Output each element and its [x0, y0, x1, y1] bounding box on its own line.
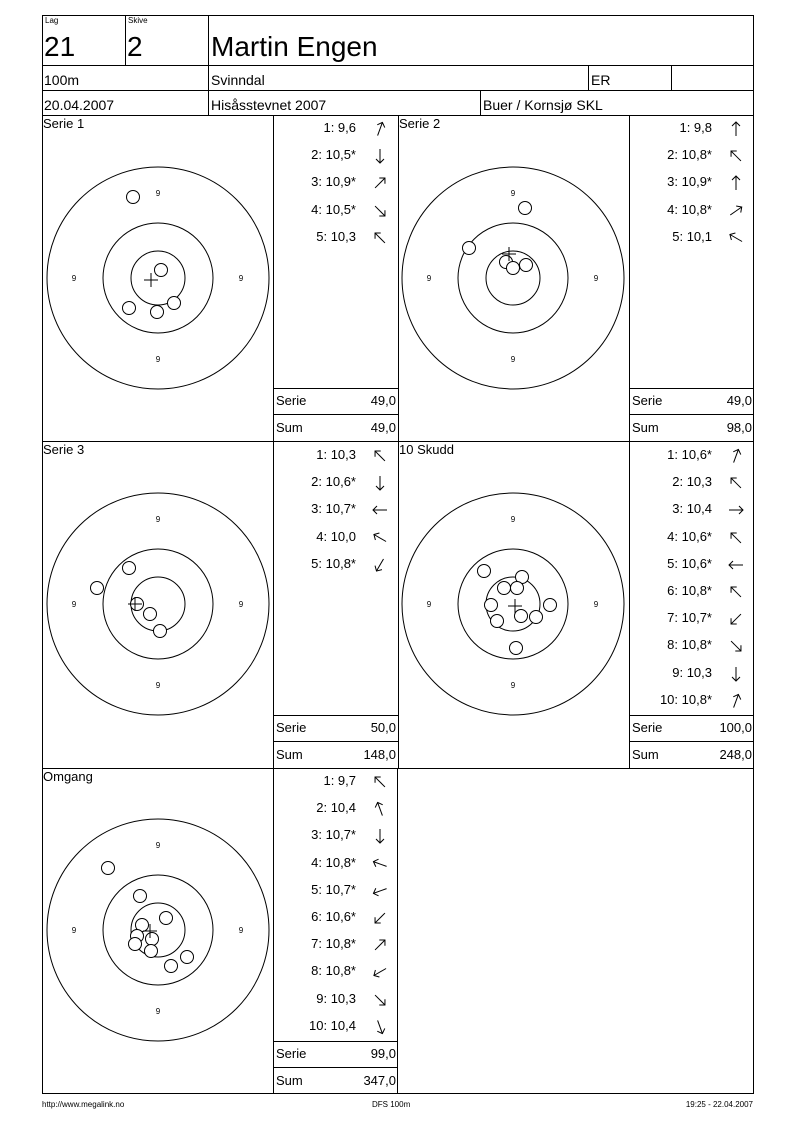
target-svg — [400, 491, 626, 717]
shot-value: 3: 10,9* — [311, 174, 356, 190]
direction-arrow-icon — [728, 502, 744, 518]
shot-hole — [515, 610, 528, 623]
shot-value: 2: 10,3 — [672, 474, 712, 490]
direction-arrow-icon — [372, 203, 388, 219]
shot-hole — [510, 642, 523, 655]
shot-row — [274, 963, 398, 979]
shot-row — [274, 447, 398, 463]
direction-arrow-icon — [372, 992, 388, 1008]
divider — [274, 1067, 398, 1068]
ring-label: 9 — [238, 926, 244, 935]
sum-value: 248,0 — [719, 747, 752, 762]
shot-hole — [519, 202, 532, 215]
shot-hole — [123, 562, 136, 575]
divider — [630, 715, 754, 716]
shot-value: 4: 10,8* — [667, 201, 712, 217]
ring-label: 9 — [155, 515, 161, 524]
ring-label: 9 — [510, 189, 516, 198]
direction-arrow-icon — [728, 584, 744, 600]
ring-label: 9 — [510, 681, 516, 690]
direction-arrow-icon — [372, 475, 388, 491]
sum-value: 98,0 — [726, 420, 752, 435]
shot-value: 7: 10,7* — [667, 610, 712, 626]
direction-arrow-icon — [372, 175, 388, 191]
shot-hole — [478, 565, 491, 578]
divider — [480, 90, 481, 115]
club: Svinndal — [211, 72, 265, 88]
direction-arrow-icon — [728, 175, 744, 191]
shot-row — [274, 474, 398, 490]
shot-row — [274, 202, 398, 218]
shot-value: 1: 10,3 — [316, 447, 356, 462]
shot-hole — [507, 262, 520, 275]
ring-label: 9 — [155, 841, 161, 850]
direction-arrow-icon — [728, 475, 744, 491]
panel-title: 10 Skudd — [399, 442, 454, 457]
shot-row — [630, 637, 754, 653]
sum-label: Sum — [276, 747, 303, 762]
shot-row — [274, 529, 398, 545]
direction-arrow-icon — [372, 801, 388, 817]
shot-value: 4: 10,8* — [311, 854, 356, 870]
direction-arrow-icon — [372, 856, 388, 872]
divider — [208, 15, 209, 115]
shot-row — [630, 174, 754, 190]
divider — [274, 388, 398, 389]
panel-title: Serie 1 — [43, 116, 85, 131]
shot-hole — [134, 890, 147, 903]
shot-value: 3: 10,7* — [311, 501, 356, 517]
direction-arrow-icon — [728, 148, 744, 164]
shot-row — [630, 474, 754, 490]
sum-row — [630, 746, 754, 764]
sum-row — [274, 1072, 398, 1090]
shot-value: 10: 10,4 — [309, 1017, 356, 1033]
shot-hole — [544, 599, 557, 612]
shot-value: 4: 10,6* — [667, 528, 712, 544]
shot-row — [274, 991, 398, 1007]
direction-arrow-icon — [372, 230, 388, 246]
shot-value: 5: 10,6* — [667, 555, 712, 571]
shot-row — [274, 147, 398, 163]
direction-arrow-icon — [728, 611, 744, 627]
ring-label: 9 — [238, 274, 244, 283]
serie-value: 99,0 — [370, 1046, 396, 1061]
direction-arrow-icon — [372, 937, 388, 953]
lag-value: 21 — [44, 31, 76, 62]
serie-row — [274, 1045, 398, 1063]
date: 20.04.2007 — [44, 97, 115, 113]
shot-row — [630, 147, 754, 163]
shot-hole — [491, 615, 504, 628]
lag-label: Lag — [45, 16, 59, 25]
border-top — [42, 15, 754, 16]
direction-arrow-icon — [372, 502, 388, 518]
skive-label: Skive — [128, 16, 148, 25]
shot-value: 2: 10,8* — [667, 147, 712, 163]
direction-arrow-icon — [728, 203, 744, 219]
shot-value: 8: 10,8* — [667, 637, 712, 653]
shot-row — [630, 610, 754, 626]
shot-value: 10: 10,8* — [659, 691, 712, 707]
direction-arrow-icon — [728, 638, 744, 654]
direction-arrow-icon — [728, 230, 744, 246]
shot-value: 4: 10,5* — [311, 201, 356, 217]
sum-label: Sum — [632, 747, 659, 762]
shot-hole — [165, 960, 178, 973]
sum-value: 49,0 — [370, 420, 396, 435]
shot-row — [274, 174, 398, 190]
shot-hole — [91, 582, 104, 595]
target-svg — [45, 491, 271, 717]
shot-row — [274, 501, 398, 517]
serie-row — [274, 719, 398, 737]
shot-row — [274, 800, 398, 816]
serie-value: 49,0 — [726, 393, 752, 408]
ring-label: 9 — [71, 274, 77, 283]
serie-row — [630, 392, 754, 410]
ring-label: 9 — [510, 355, 516, 364]
serie-label: Serie — [276, 1046, 307, 1061]
middle-ring — [103, 875, 213, 985]
sum-label: Sum — [276, 420, 303, 435]
divider — [42, 90, 754, 91]
shot-row — [274, 229, 398, 245]
average-cross — [144, 273, 158, 287]
shot-hole — [102, 862, 115, 875]
footer-link[interactable]: http://www.megalink.no — [42, 1100, 125, 1109]
shot-hole — [145, 945, 158, 958]
shot-hole — [146, 933, 159, 946]
shot-hole — [168, 297, 181, 310]
shot-value: 1: 9,6 — [323, 120, 356, 135]
shot-row — [630, 202, 754, 218]
target-svg — [45, 165, 271, 391]
shot-row — [274, 827, 398, 843]
shot-row — [274, 120, 398, 136]
shot-hole — [151, 306, 164, 319]
sum-value: 148,0 — [363, 747, 396, 762]
direction-arrow-icon — [728, 693, 744, 709]
shot-hole — [160, 912, 173, 925]
shot-value: 2: 10,5* — [311, 147, 356, 163]
direction-arrow-icon — [728, 121, 744, 137]
divider — [125, 15, 126, 65]
ring-label: 9 — [426, 274, 432, 283]
shot-hole — [123, 302, 136, 315]
skive-value: 2 — [127, 31, 143, 62]
ring-label: 9 — [238, 600, 244, 609]
shot-value: 1: 9,7 — [323, 773, 356, 788]
direction-arrow-icon — [372, 148, 388, 164]
shot-value: 1: 9,8 — [679, 120, 712, 135]
shot-value: 6: 10,6* — [311, 909, 356, 924]
shooter-name: Martin Engen — [211, 31, 378, 62]
sum-label: Sum — [276, 1073, 303, 1088]
ring-label: 9 — [510, 515, 516, 524]
inner-ring — [486, 251, 540, 305]
shot-value: 2: 10,4 — [316, 800, 356, 816]
direction-arrow-icon — [728, 666, 744, 682]
shot-row — [274, 1018, 398, 1034]
shot-value: 5: 10,1 — [672, 228, 712, 244]
shot-hole — [485, 599, 498, 612]
shot-value: 9: 10,3 — [672, 664, 712, 680]
shot-row — [274, 936, 398, 952]
sum-label: Sum — [632, 420, 659, 435]
shot-row — [630, 120, 754, 136]
footer-timestamp: 19:25 - 22.04.2007 — [685, 1100, 753, 1109]
shot-value: 6: 10,8* — [667, 583, 712, 598]
direction-arrow-icon — [372, 1019, 388, 1035]
divider — [588, 65, 589, 90]
shot-value: 5: 10,7* — [311, 881, 356, 897]
serie-label: Serie — [632, 720, 663, 735]
divider — [274, 414, 398, 415]
border-bottom — [42, 1093, 754, 1094]
sum-value: 347,0 — [363, 1073, 396, 1088]
shot-hole — [463, 242, 476, 255]
serie-value: 100,0 — [719, 720, 752, 735]
shot-hole — [154, 625, 167, 638]
shot-hole — [129, 938, 142, 951]
shot-value: 9: 10,3 — [316, 990, 356, 1006]
shot-value: 3: 10,4 — [672, 501, 712, 517]
sum-row — [274, 746, 398, 764]
ring-label: 9 — [155, 355, 161, 364]
shot-row — [630, 229, 754, 245]
direction-arrow-icon — [372, 964, 388, 980]
shot-row — [630, 556, 754, 572]
panel-title: Omgang — [43, 769, 93, 784]
middle-ring — [103, 549, 213, 659]
divider — [42, 65, 754, 66]
divider — [671, 65, 672, 90]
shot-row — [630, 665, 754, 681]
shot-row — [274, 556, 398, 572]
shot-value: 3: 10,7* — [311, 827, 356, 843]
divider — [630, 741, 754, 742]
shot-value: 5: 10,8* — [311, 555, 356, 571]
target-svg — [45, 817, 271, 1043]
shot-row — [274, 909, 398, 925]
divider — [274, 1041, 398, 1042]
serie-value: 50,0 — [370, 720, 396, 735]
ring-label: 9 — [71, 926, 77, 935]
direction-arrow-icon — [372, 557, 388, 573]
ring-label: 9 — [155, 189, 161, 198]
serie-label: Serie — [632, 393, 663, 408]
shot-row — [630, 529, 754, 545]
serie-label: Serie — [276, 393, 307, 408]
divider — [630, 414, 754, 415]
direction-arrow-icon — [372, 121, 388, 137]
direction-arrow-icon — [372, 883, 388, 899]
direction-arrow-icon — [372, 910, 388, 926]
shot-hole — [511, 582, 524, 595]
direction-arrow-icon — [372, 448, 388, 464]
shot-hole — [520, 259, 533, 272]
serie-row — [630, 719, 754, 737]
shot-value: 2: 10,6* — [311, 474, 356, 490]
sum-row — [630, 419, 754, 437]
ring-label: 9 — [71, 600, 77, 609]
divider — [630, 388, 754, 389]
target-svg — [400, 165, 626, 391]
event-name: Hisåsstevnet 2007 — [211, 97, 327, 113]
shot-value: 5: 10,3 — [316, 228, 356, 244]
shot-value: 7: 10,8* — [311, 936, 356, 952]
shot-row — [274, 773, 398, 789]
panel-title: Serie 2 — [399, 116, 441, 131]
footer-center: DFS 100m — [372, 1100, 411, 1109]
shot-value: 4: 10,0 — [316, 528, 356, 544]
direction-arrow-icon — [372, 530, 388, 546]
direction-arrow-icon — [728, 530, 744, 546]
divider — [274, 741, 398, 742]
class: ER — [591, 72, 611, 88]
shot-row — [630, 583, 754, 599]
direction-arrow-icon — [728, 448, 744, 464]
shot-row — [630, 692, 754, 708]
middle-ring — [458, 223, 568, 333]
shot-hole — [181, 951, 194, 964]
ring-label: 9 — [155, 1007, 161, 1016]
serie-label: Serie — [276, 720, 307, 735]
shot-value: 8: 10,8* — [311, 963, 356, 979]
shot-hole — [144, 608, 157, 621]
shot-hole — [530, 611, 543, 624]
shot-hole — [498, 582, 511, 595]
panel-title: Serie 3 — [43, 442, 85, 457]
direction-arrow-icon — [728, 557, 744, 573]
border-left — [42, 15, 43, 1093]
serie-value: 49,0 — [370, 393, 396, 408]
ring-label: 9 — [593, 274, 599, 283]
shot-row — [274, 882, 398, 898]
shot-value: 3: 10,9* — [667, 174, 712, 190]
shot-hole — [155, 264, 168, 277]
shot-row — [274, 855, 398, 871]
shot-value: 1: 10,6* — [667, 447, 712, 462]
direction-arrow-icon — [372, 828, 388, 844]
shot-row — [630, 447, 754, 463]
shot-row — [630, 501, 754, 517]
divider — [42, 768, 754, 769]
ring-label: 9 — [426, 600, 432, 609]
ring-label: 9 — [593, 600, 599, 609]
divider — [274, 715, 398, 716]
direction-arrow-icon — [372, 774, 388, 790]
serie-row — [274, 392, 398, 410]
sum-row — [274, 419, 398, 437]
ring-label: 9 — [155, 681, 161, 690]
range-name: Buer / Kornsjø SKL — [483, 97, 603, 113]
distance: 100m — [44, 72, 80, 88]
shot-hole — [127, 191, 140, 204]
